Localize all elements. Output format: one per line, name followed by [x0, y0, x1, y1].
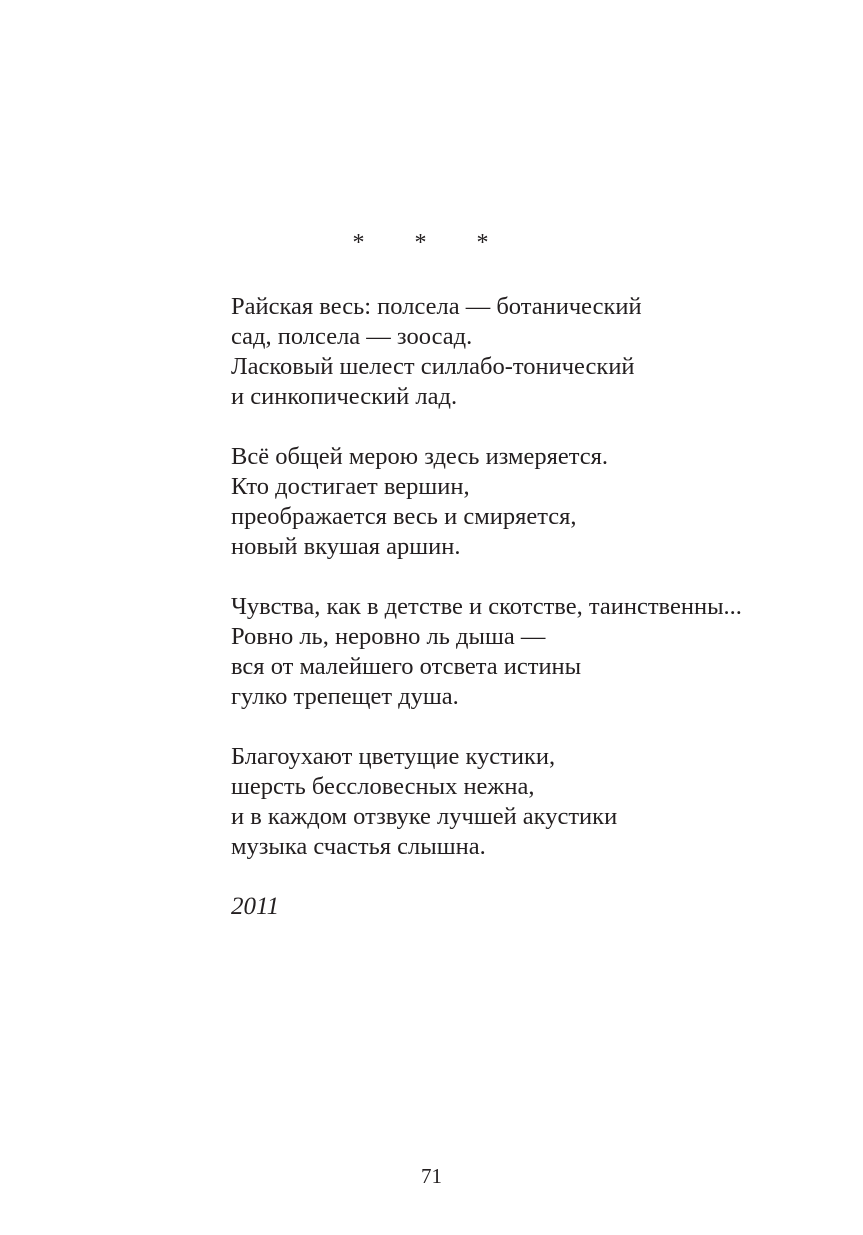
- poem-line: Райская весь: полсела — ботанический: [231, 293, 642, 320]
- stanza-4: [231, 742, 841, 862]
- asterism-text: * * *: [352, 230, 511, 256]
- poem-line: Всё общей мерою здесь измеряется.: [231, 443, 609, 470]
- page-number: 71: [421, 1164, 442, 1188]
- poem-line: Ровно ль, неровно ль дыша —: [231, 623, 546, 650]
- poem-line: музыка счастья слышна.: [231, 833, 486, 860]
- stanza-3: [231, 592, 841, 712]
- poem-line: гулко трепещет душа.: [231, 683, 459, 710]
- poem-line: сад, полсела — зоосад.: [231, 323, 473, 350]
- stanza-divider-asterism: [0, 228, 863, 258]
- poem-line: новый вкушая аршин.: [231, 533, 461, 560]
- poem-line: Благоухают цветущие кустики,: [231, 743, 556, 770]
- poem-line: и синкопический лад.: [231, 383, 458, 410]
- poem-line: и в каждом отзвуке лучшей акустики: [231, 803, 618, 830]
- poem-body: [231, 292, 841, 892]
- stanza-1: [231, 292, 841, 412]
- poem-date: 2011: [231, 893, 280, 920]
- poem-line: преображается весь и смиряется,: [231, 503, 577, 530]
- poem-line: Ласковый шелест силлабо-тонический: [231, 353, 635, 380]
- poem-line: Чувства, как в детстве и скотстве, таинственны...: [231, 593, 742, 620]
- stanza-2: [231, 442, 841, 562]
- poem-line: шерсть бессловесных нежна,: [231, 773, 535, 800]
- poem-line: вся от малейшего отсвета истины: [231, 653, 582, 680]
- poem-line: Кто достигает вершин,: [231, 473, 470, 500]
